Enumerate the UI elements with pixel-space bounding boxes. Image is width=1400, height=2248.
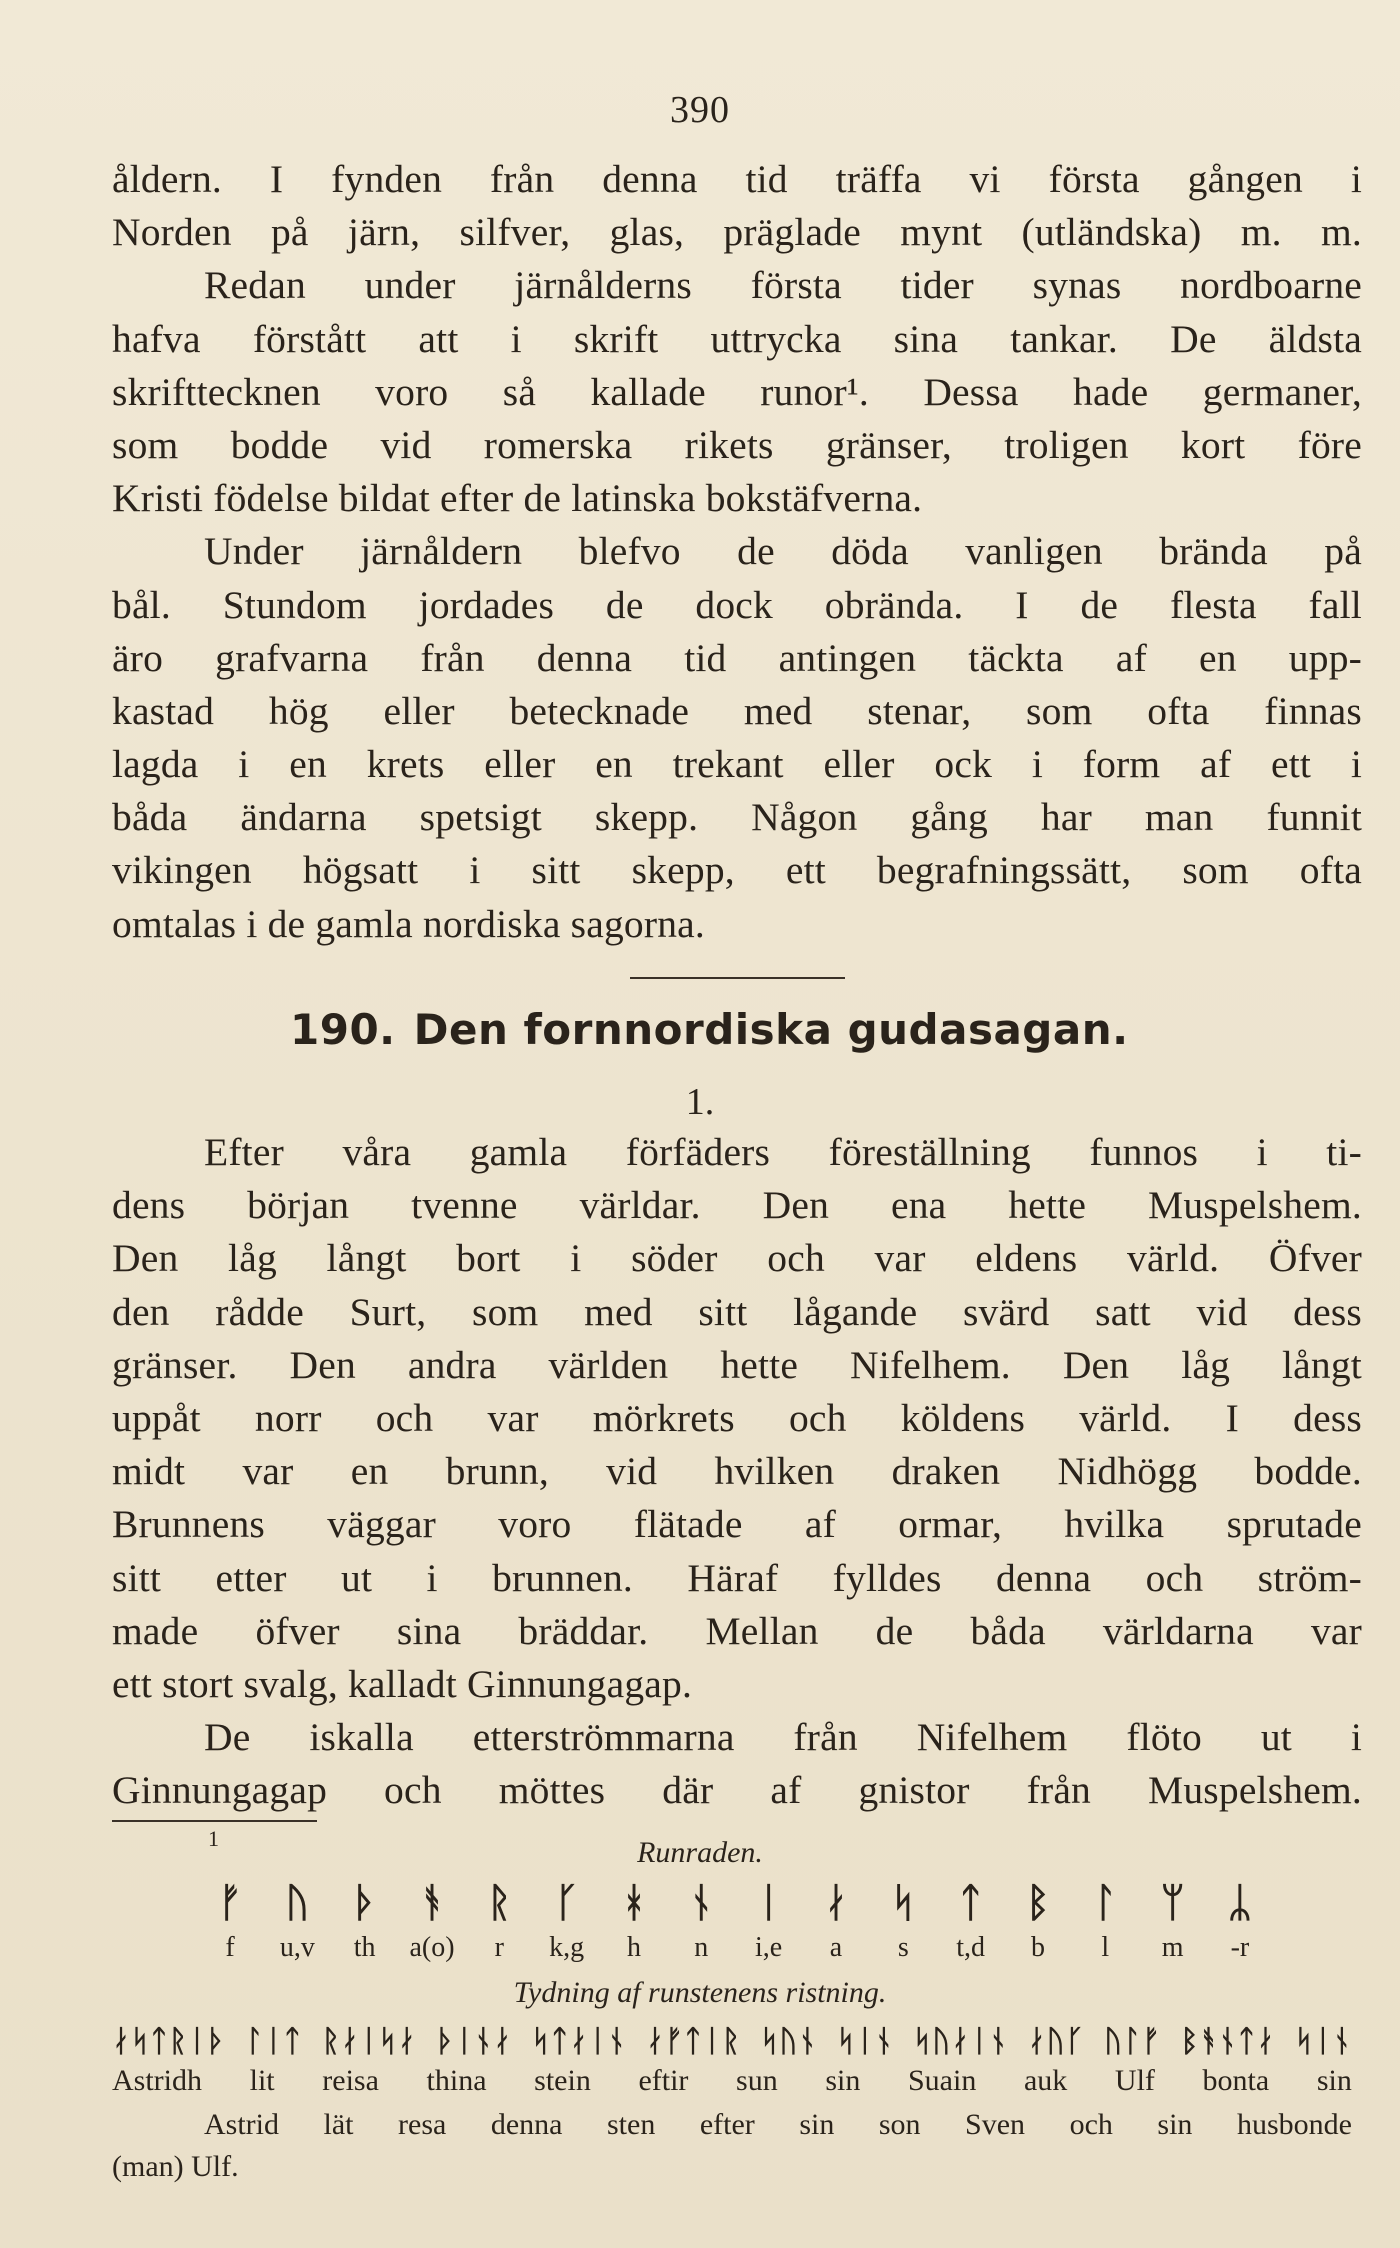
text-line: båda ändarna spetsigt skepp. Någon gång har man funnit [112, 795, 1362, 840]
text-line: gränser. Den andra världen hette Nifelhem. Den låg långt [112, 1342, 1362, 1387]
rune-transliteration: n [694, 1932, 709, 1963]
translation-word: lät [323, 2108, 354, 2141]
paragraph-block-bottom [112, 1126, 1362, 1817]
section-number: 190. [290, 1005, 396, 1054]
translation-word: sin [1157, 2108, 1193, 2141]
text-line: Under järnåldern blefvo de döda vanligen brända på [204, 529, 1362, 574]
rune-alphabet-row [205, 1880, 1265, 1926]
inscription-word-runes: ᛋᛁᚾ [836, 2024, 894, 2059]
footnote-rule [112, 1820, 317, 1822]
text-line: Den låg långt bort i söder och var eldens värld. Öfver [112, 1236, 1362, 1281]
text-line: dens början tvenne världar. Den ena hette Muspelshem. [112, 1183, 1362, 1228]
rune-glyph: ᛁ [756, 1880, 781, 1926]
translation-line-2: (man) Ulf. [112, 2150, 239, 2183]
inscription-word-runes: ᚢᛚᚠ [1104, 2024, 1162, 2059]
translation-word: sten [607, 2108, 656, 2141]
inscription-word-gloss: reisa [322, 2064, 379, 2097]
text-line: vikingen högsatt i sitt skepp, ett begrafningssätt, som ofta [112, 848, 1362, 893]
rune-transliteration: l [1101, 1932, 1110, 1963]
translation-word: sin [799, 2108, 835, 2141]
inscription-word-gloss: auk [1023, 2064, 1068, 2097]
inscription-word-gloss: Ulf [1114, 2064, 1155, 2097]
translation-word: resa [398, 2108, 447, 2141]
subsection-number: 1. [685, 1081, 715, 1123]
inscription-word-gloss: thina [426, 2064, 487, 2097]
rune-transliteration: k,g [549, 1932, 585, 1963]
rune-glyph: ᛦ [1227, 1880, 1252, 1926]
rune-glyph: ᚼ [621, 1880, 646, 1926]
rune-glyph: ᛏ [958, 1880, 983, 1926]
inscription-word-runes: ᚦᛁᚾᛅ [436, 2024, 513, 2059]
rune-transliteration: t,d [956, 1932, 985, 1963]
page-number: 390 [670, 89, 730, 131]
section-divider [630, 977, 845, 979]
rune-transliteration: i,e [755, 1932, 783, 1963]
inscription-word-gloss: sin [1316, 2064, 1352, 2097]
inscription-word-gloss: lit [249, 2064, 275, 2097]
text-line: Redan under järnålderns första tider synas nordboarne [204, 263, 1362, 308]
rune-glyph: ᛋ [891, 1880, 916, 1926]
text-line: Norden på järn, silfver, glas, präglade mynt (utländska) m. m. [112, 210, 1362, 255]
rune-glyph: ᚴ [554, 1880, 579, 1926]
text-line: kastad hög eller betecknade med stenar, som ofta finnas [112, 688, 1362, 733]
text-line: De iskalla etterströmmarna från Nifelhem flöto ut i [204, 1715, 1362, 1760]
rune-transliteration: -r [1230, 1932, 1250, 1963]
inscription-word-runes: ᛋᚢᚾ [760, 2024, 818, 2059]
inscription-word-gloss: Astridh [112, 2064, 202, 2097]
translation-word: Astrid [204, 2108, 279, 2141]
section-heading [290, 1005, 1190, 1054]
text-line: som bodde vid romerska rikets gränser, troligen kort före [112, 422, 1362, 467]
translation-word: son [878, 2108, 921, 2141]
text-line: skrifttecknen voro så kallade runor¹. Dessa hade germaner, [112, 369, 1362, 414]
text-line: midt var en brunn, vid hvilken draken Nidhögg bodde. [112, 1449, 1362, 1494]
translation-word: och [1069, 2108, 1113, 2141]
inscription-word-runes: ᛚᛁᛏ [245, 2024, 303, 2059]
translation-word: husbonde [1236, 2108, 1352, 2141]
rune-transliteration: b [1030, 1932, 1045, 1963]
inscription-word-runes: ᛅᛋᛏᚱᛁᚦ [112, 2024, 226, 2059]
text-line: lagda i en krets eller en trekant eller ock i form af ett i [112, 742, 1362, 787]
inscription-translation [112, 2104, 1352, 2188]
rune-glyph: ᚱ [487, 1880, 512, 1926]
translation-word: denna [490, 2108, 563, 2141]
text-line: Kristi födelse bildat efter de latinska bokstäfverna. [112, 476, 923, 521]
inscription-word-runes: ᛋᛏᛅᛁᚾ [531, 2024, 627, 2059]
inscription-word-gloss: Suain [908, 2064, 977, 2097]
rune-transliteration: a(o) [409, 1932, 455, 1963]
paragraph-block-top [112, 153, 1362, 951]
inscription-word-runes: ᛋᚢᛅᛁᚾ [913, 2024, 1009, 2059]
footnote-caption-inscription: Tydning af runstenens ristning. [513, 1976, 887, 2009]
rune-glyph: ᛘ [1160, 1880, 1185, 1926]
rune-glyph: ᛚ [1093, 1880, 1118, 1926]
inscription-word-gloss: stein [534, 2064, 591, 2097]
text-line: hafva förstått att i skrift uttrycka sina tankar. De äldsta [112, 316, 1362, 361]
text-line: ett stort svalg, kalladt Ginnungagap. [112, 1661, 693, 1706]
rune-glyph: ᚢ [285, 1880, 310, 1926]
text-line: Brunnens väggar voro flätade af ormar, hvilka sprutade [112, 1502, 1362, 1547]
rune-transliteration-row [205, 1932, 1265, 1964]
inscription-runes-row [112, 2024, 1352, 2059]
rune-transliteration: r [494, 1932, 504, 1963]
rune-transliteration: s [897, 1932, 909, 1963]
inscription-word-gloss: bonta [1202, 2064, 1270, 2097]
translation-word: efter [699, 2108, 755, 2141]
inscription-gloss-row [112, 2064, 1352, 2098]
inscription-word-runes: ᛒᚬᚾᛏᛅ [1180, 2024, 1276, 2059]
rune-glyph: ᚾ [689, 1880, 714, 1926]
inscription-word-gloss: eftir [638, 2064, 689, 2097]
text-line: Ginnungagap och möttes där af gnistor från Muspelshem. [112, 1768, 1362, 1813]
inscription-word-runes: ᛋᛁᚾ [1294, 2024, 1352, 2059]
section-title: Den fornnordiska gudasagan. [413, 1005, 1129, 1054]
text-line: äro grafvarna från denna tid antingen täckta af en upp- [112, 635, 1362, 680]
rune-transliteration: a [829, 1932, 843, 1963]
text-line: uppåt norr och var mörkrets och köldens värld. I dess [112, 1395, 1362, 1440]
footnote-caption-runes: Runraden. [637, 1836, 763, 1869]
rune-transliteration: f [225, 1932, 235, 1963]
rune-glyph: ᛅ [823, 1880, 848, 1926]
text-line: åldern. I fynden från denna tid träffa vi första gången i [112, 157, 1362, 201]
rune-transliteration: h [626, 1932, 641, 1963]
text-line: den rådde Surt, som med sitt lågande svärd satt vid dess [112, 1289, 1362, 1334]
text-line: made öfver sina bräddar. Mellan de båda världarna var [112, 1608, 1362, 1653]
rune-glyph: ᚬ [419, 1880, 444, 1926]
text-line: bål. Stundom jordades de dock obrända. I de flesta fall [112, 582, 1362, 627]
translation-word: Sven [965, 2108, 1026, 2141]
inscription-word-gloss: sin [825, 2064, 861, 2097]
text-line: Efter våra gamla förfäders föreställning funnos i ti- [204, 1130, 1362, 1174]
inscription-word-runes: ᛅᚢᚴ [1027, 2024, 1085, 2059]
inscription-word-runes: ᛅᚠᛏᛁᚱ [646, 2024, 742, 2059]
rune-glyph: ᚦ [352, 1880, 377, 1926]
text-line: omtalas i de gamla nordiska sagorna. [112, 901, 705, 946]
inscription-word-gloss: sun [736, 2064, 778, 2097]
translation-line-1 [112, 2104, 1352, 2146]
rune-transliteration: u,v [279, 1932, 315, 1963]
rune-glyph: ᚠ [218, 1880, 242, 1926]
rune-glyph: ᛒ [1025, 1880, 1050, 1926]
footnote-marker: 1 [208, 1826, 219, 1851]
rune-transliteration: th [353, 1932, 376, 1963]
inscription-word-runes: ᚱᛅᛁᛋᛅ [321, 2024, 417, 2059]
text-line: sitt etter ut i brunnen. Häraf fylldes denna och ström- [112, 1555, 1362, 1600]
rune-transliteration: m [1161, 1932, 1184, 1963]
